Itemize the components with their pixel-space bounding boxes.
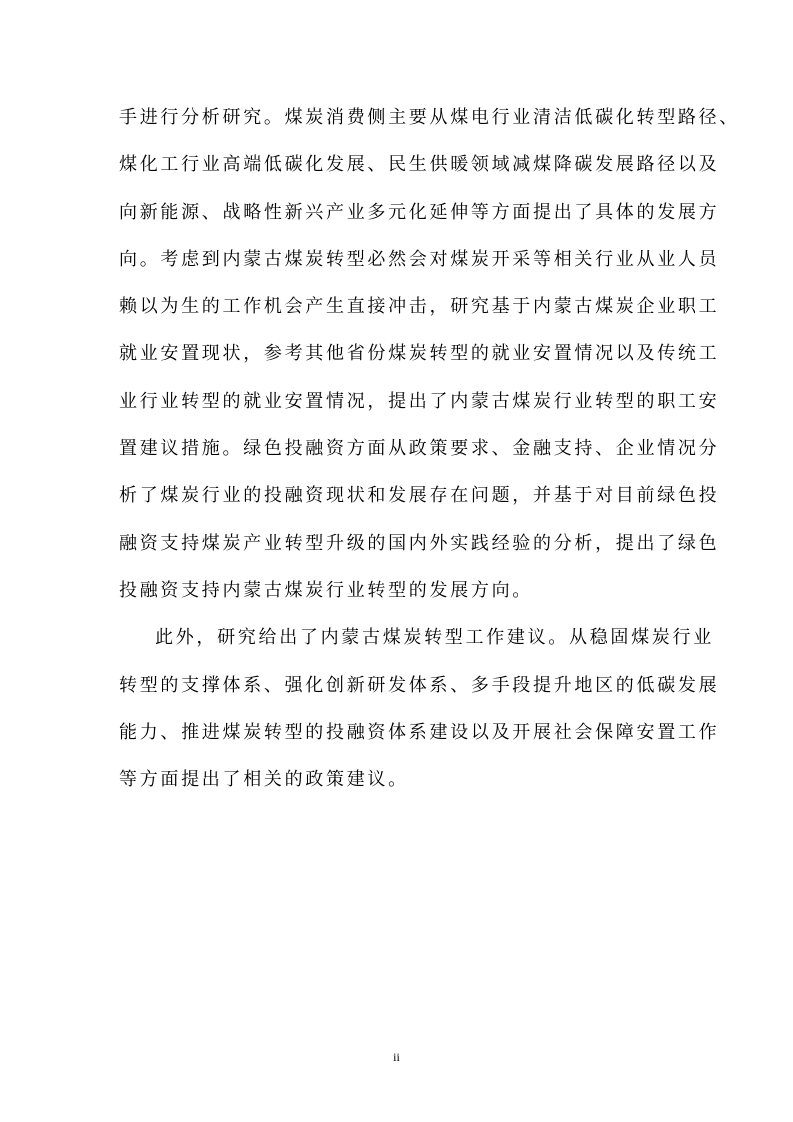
paragraph-2 — [119, 614, 720, 803]
text-line: 手进行分析研究。煤炭消费侧主要从煤电行业清洁低碳化转型路径、 — [119, 107, 740, 128]
text-line: 析了煤炭行业的投融资现状和发展存在问题，并基于对目前绿色投 — [119, 485, 720, 507]
text-line: 置建议措施。绿色投融资方面从政策要求、金融支持、企业情况分 — [119, 438, 720, 460]
text-line: 投融资支持内蒙古煤炭行业转型的发展方向。 — [119, 579, 533, 601]
text-line: 业行业转型的就业安置情况，提出了内蒙古煤炭行业转型的职工安 — [119, 390, 720, 412]
text-line: 此外，研究给出了内蒙古煤炭转型工作建议。从稳固煤炭行业 — [155, 627, 714, 649]
text-line: 转型的支撑体系、强化创新研发体系、多手段提升地区的低碳发展 — [119, 674, 720, 696]
document-body — [119, 94, 740, 803]
text-line: 能力、推进煤炭转型的投融资体系建设以及开展社会保障安置工作 — [119, 721, 720, 743]
text-line: 融资支持煤炭产业转型升级的国内外实践经验的分析，提出了绿色 — [119, 532, 720, 554]
text-line: 就业安置现状，参考其他省份煤炭转型的就业安置情况以及传统工 — [119, 343, 720, 365]
text-line: 等方面提出了相关的政策建议。 — [119, 769, 409, 791]
text-line: 向新能源、战略性新兴产业多元化延伸等方面提出了具体的发展方 — [119, 201, 720, 223]
text-line: 煤化工行业高端低碳化发展、民生供暖领域减煤降碳发展路径以及 — [119, 154, 720, 176]
page-number: ii — [393, 1050, 400, 1064]
text-line: 向。考虑到内蒙古煤炭转型必然会对煤炭开采等相关行业从业人员 — [119, 248, 720, 270]
text-line: 赖以为生的工作机会产生直接冲击，研究基于内蒙古煤炭企业职工 — [119, 296, 720, 318]
paragraph-1 — [119, 94, 740, 614]
